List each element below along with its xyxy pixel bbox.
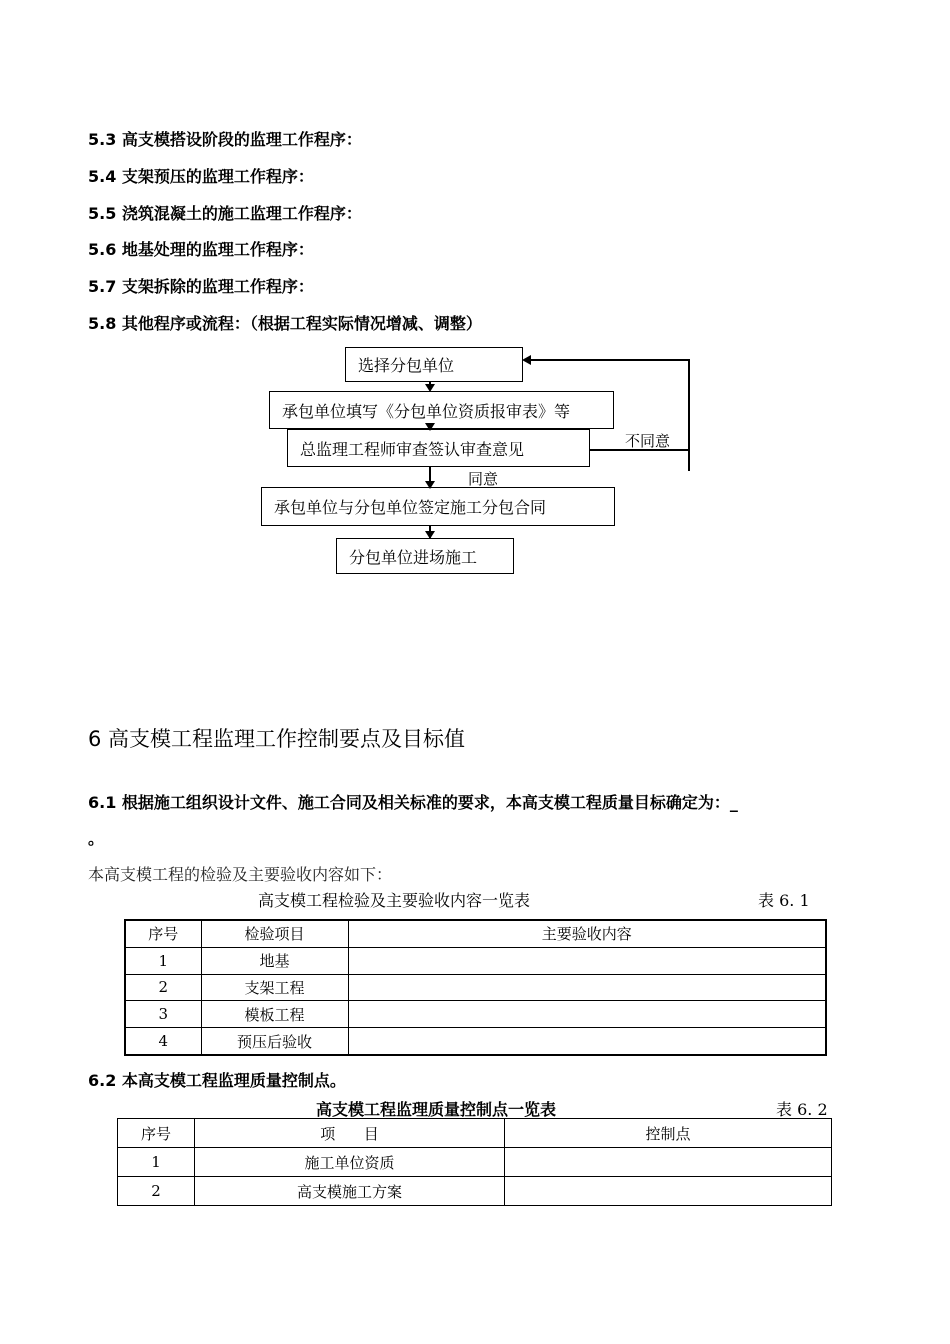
arrow-down-icon (425, 423, 435, 431)
heading-5-4: 5.4 支架预压的监理工作程序： (88, 167, 314, 186)
paragraph-6-1-end: 。 (88, 829, 105, 848)
cell-index: 4 (125, 1028, 201, 1055)
cell-item: 预压后验收 (201, 1028, 348, 1055)
arrow-left-icon (522, 355, 531, 365)
table-header-row (118, 1119, 832, 1148)
flow-step-select-subcontractor (345, 347, 523, 382)
col-header-item: 项 目 (195, 1119, 505, 1148)
label-agree: 同意 (468, 470, 499, 488)
arrow-down-icon (425, 384, 435, 392)
cell-content (348, 974, 826, 1001)
heading-5-5: 5.5 浇筑混凝土的施工监理工作程序： (88, 204, 362, 223)
flow-step-label: 承包单位与分包单位签定施工分包合同 (274, 498, 547, 517)
table-row (125, 1001, 826, 1028)
heading-5-7: 5.7 支架拆除的监理工作程序： (88, 277, 314, 296)
cell-index: 1 (125, 947, 201, 974)
cell-item: 高支模施工方案 (195, 1177, 505, 1206)
cell-content (348, 947, 826, 974)
flow-step-label: 选择分包单位 (358, 356, 455, 375)
cell-item: 施工单位资质 (195, 1148, 505, 1177)
col-header-content: 主要验收内容 (348, 920, 826, 947)
feedback-line (530, 359, 689, 361)
flow-step-label: 分包单位进场施工 (349, 547, 478, 567)
flow-step-review (287, 429, 590, 467)
feedback-line (688, 359, 690, 471)
cell-index: 2 (125, 974, 201, 1001)
label-disagree: 不同意 (625, 432, 671, 450)
heading-5-6: 5.6 地基处理的监理工作程序： (88, 240, 314, 259)
table-row (125, 974, 826, 1001)
col-header-control-point: 控制点 (505, 1119, 832, 1148)
flow-step-label: 总监理工程师审查签认审查意见 (300, 439, 525, 459)
section-6-title: 6 高支模工程监理工作控制要点及目标值 (88, 727, 466, 751)
table2-number: 表 6. 2 (776, 1100, 828, 1119)
col-header-index: 序号 (125, 920, 201, 947)
flow-step-fill-form (269, 391, 614, 429)
cell-content (348, 1001, 826, 1028)
cell-control-point (505, 1177, 832, 1206)
heading-5-3: 5.3 高支模搭设阶段的监理工作程序： (88, 130, 362, 149)
paragraph-6-1: 6.1 根据施工组织设计文件、施工合同及相关标准的要求，本高支模工程质量目标确定为：_ (88, 793, 738, 812)
table-row (118, 1148, 832, 1177)
cell-item: 支架工程 (201, 974, 348, 1001)
table1-caption: 高支模工程检验及主要验收内容一览表 (258, 891, 531, 910)
table-row (118, 1177, 832, 1206)
col-header-item: 检验项目 (201, 920, 348, 947)
table-row (125, 947, 826, 974)
cell-item: 模板工程 (201, 1001, 348, 1028)
table2-caption: 高支模工程监理质量控制点一览表 (316, 1100, 557, 1119)
table-header-row (125, 920, 826, 947)
cell-content (348, 1028, 826, 1055)
heading-5-8: 5.8 其他程序或流程：（根据工程实际情况增减、调整） (88, 314, 482, 333)
inspection-table (124, 919, 827, 1056)
cell-index: 1 (118, 1148, 195, 1177)
control-points-table (117, 1118, 832, 1206)
cell-index: 2 (118, 1177, 195, 1206)
cell-index: 3 (125, 1001, 201, 1028)
cell-control-point (505, 1148, 832, 1177)
intro-text: 本高支模工程的检验及主要验收内容如下： (88, 865, 393, 884)
flow-step-enter-site (336, 538, 514, 574)
arrow-down-icon (425, 481, 435, 489)
arrow-down-icon (425, 531, 435, 539)
paragraph-6-2: 6.2 本高支模工程监理质量控制点。 (88, 1071, 346, 1090)
cell-item: 地基 (201, 947, 348, 974)
table1-number: 表 6. 1 (758, 891, 810, 910)
flow-step-sign-contract (261, 487, 615, 526)
col-header-index: 序号 (118, 1119, 195, 1148)
table-row (125, 1028, 826, 1055)
flow-step-label: 承包单位填写《分包单位资质报审表》等 (282, 401, 571, 421)
